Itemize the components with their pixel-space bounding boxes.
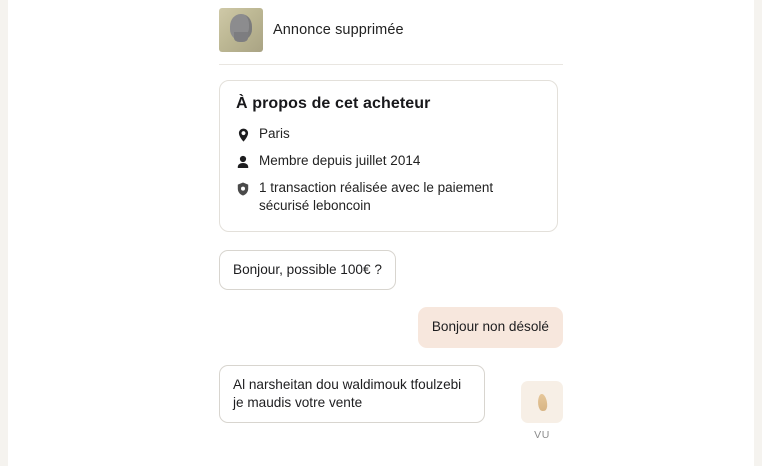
seen-label: VU xyxy=(534,429,550,441)
buyer-location-text: Paris xyxy=(259,126,290,141)
conversation-thread xyxy=(219,0,563,423)
avatar[interactable] xyxy=(521,381,563,423)
location-pin-icon xyxy=(236,126,250,143)
shield-check-icon xyxy=(236,180,250,197)
right-gutter xyxy=(754,0,762,466)
buyer-transactions-text: 1 transaction réalisée avec le paiement sécurisé leboncoin xyxy=(259,180,494,213)
message-row xyxy=(219,232,563,290)
message-row xyxy=(219,290,563,347)
message-bubble-incoming[interactable]: Bonjour, possible 100€ ? xyxy=(219,250,396,290)
listing-title: Annonce supprimée xyxy=(273,22,404,38)
buyer-info-card xyxy=(219,80,558,232)
listing-header[interactable] xyxy=(219,0,563,65)
seen-indicator xyxy=(521,381,563,441)
left-gutter xyxy=(0,0,8,466)
message-bubble-incoming[interactable]: Al narsheitan dou waldimouk tfoulzebi je maudis votre vente xyxy=(219,365,485,424)
buyer-transactions-row xyxy=(236,179,541,215)
buyer-location-row xyxy=(236,125,541,143)
message-row xyxy=(219,348,563,424)
buyer-membership-row xyxy=(236,152,541,170)
feather-avatar-icon xyxy=(537,393,548,411)
person-icon xyxy=(236,153,250,170)
deleted-listing-thumbnail-icon xyxy=(219,8,263,52)
buyer-card-heading: À propos de cet acheteur xyxy=(236,95,431,112)
buyer-membership-text: Membre depuis juillet 2014 xyxy=(259,153,421,168)
message-bubble-outgoing[interactable]: Bonjour non désolé xyxy=(418,307,563,347)
